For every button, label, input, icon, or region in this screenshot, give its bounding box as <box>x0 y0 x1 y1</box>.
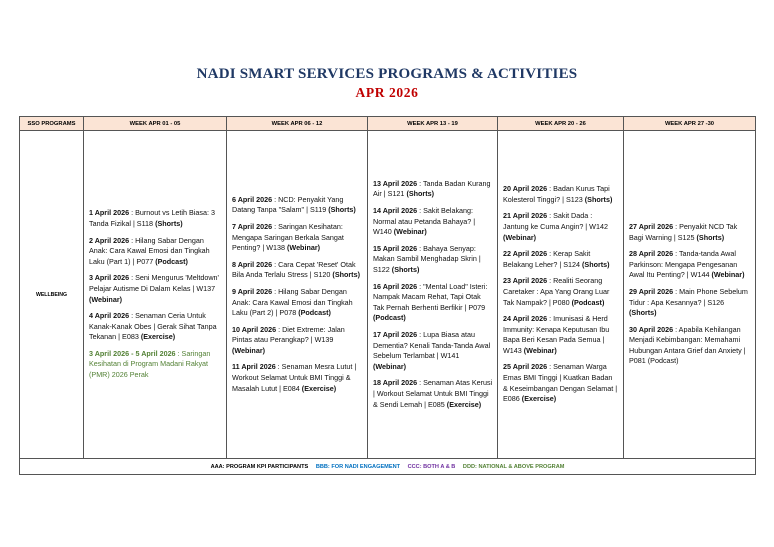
entry-type-tag: (Exercise) <box>446 399 482 409</box>
entry-date: 28 April 2026 <box>629 249 674 259</box>
column-header: WEEK APR 13 - 19 <box>368 117 498 131</box>
entry-type-tag: (Webinar) <box>232 345 266 355</box>
legend-aaa: AAA: PROGRAM KPI PARTICIPANTS <box>210 463 309 470</box>
legend-row <box>20 459 756 475</box>
week-cell <box>498 131 624 459</box>
schedule-entry <box>503 184 619 205</box>
column-header: WEEK APR 27 -30 <box>624 117 756 131</box>
entry-text: : Senaman Mesra Lutut | Workout Selamat Untuk BMI Tinggi & Masalah Lutut | E084 <box>232 362 357 393</box>
entry-text: : Hilang Sabar Dengan Anak: Cara Kawal Emosi dan Tingkah Laku (Part 1) | P077 <box>89 235 210 266</box>
entry-type-tag: (Webinar) <box>287 243 321 253</box>
entry-date: 6 April 2026 <box>232 194 273 204</box>
entry-date: 21 April 2026 <box>503 211 548 221</box>
schedule-entry <box>503 314 619 356</box>
entry-date: 23 April 2026 <box>503 276 548 286</box>
entry-date: 30 April 2026 <box>629 324 674 334</box>
entry-text: : Senaman Warga Emas BMI Tinggi | Kuatkan Badan & Keseimbangan Dengan Selamat | E086 <box>503 362 618 404</box>
entry-text: : Main Phone Sebelum Tidur : Apa Kesannya? | S126 <box>629 286 748 307</box>
entry-date: 27 April 2026 <box>629 221 674 231</box>
week-cell <box>227 131 368 459</box>
entry-text: : Cara Cepat 'Reset' Otak Bila Anda Terlalu Stress | S120 <box>232 259 356 280</box>
column-header: WEEK APR 20 - 26 <box>498 117 624 131</box>
legend-ccc: CCC: BOTH A & B <box>407 463 456 470</box>
entry-text: : Burnout vs Letih Biasa: 3 Tanda Fizikal | S118 <box>89 208 215 228</box>
entry-date: 29 April 2026 <box>629 286 674 296</box>
entry-text: : Apabila Kehilangan Menjadi Kebimbangan: Memahami Hubungan Antara Grief dan Anxiety | P081 (Podcast) <box>629 324 746 366</box>
entry-type-tag: (Podcast) <box>298 308 331 318</box>
schedule-entry <box>503 211 619 243</box>
entry-date: 25 April 2026 <box>503 362 548 372</box>
entry-date: 14 April 2026 <box>373 206 418 216</box>
entry-date: 13 April 2026 <box>373 178 418 188</box>
schedule-entry <box>629 325 751 367</box>
schedule-entry <box>373 282 493 324</box>
entry-date: 8 April 2026 <box>232 259 273 269</box>
entry-date: 22 April 2026 <box>503 249 548 259</box>
week-cell <box>624 131 756 459</box>
schedule-entry <box>629 249 751 281</box>
entry-type-tag: (Shorts) <box>696 232 725 242</box>
entry-text: : Senaman Ceria Untuk Kanak-Kanak Obes | Gerak Sihat Tanpa Tekanan | E083 <box>89 311 217 342</box>
entry-text: : Tanda Badan Kurang Air | S121 <box>373 178 491 199</box>
program-name: WELLBEING <box>20 131 84 459</box>
legend-bbb: BBB: FOR NADI ENGAGEMENT <box>315 463 401 470</box>
entry-text: : Badan Kurus Tapi Kolesterol Tinggi? | S123 <box>503 184 610 204</box>
entry-date: 11 April 2026 <box>232 362 276 372</box>
entry-type-tag: (Exercise) <box>140 332 176 342</box>
schedule-entry <box>232 362 363 394</box>
entry-text: : Sakit Dada : Jantung ke Cuma Angin? | W142 <box>503 211 608 231</box>
entry-type-tag: (Shorts) <box>584 194 613 204</box>
entry-date: 9 April 2026 <box>232 286 273 296</box>
schedule-entry <box>89 236 222 268</box>
entry-text: : Senaman Atas Kerusi | Workout Selamat Untuk BMI Tinggi & Sendi Lemah | E085 <box>373 378 493 409</box>
entry-date: 7 April 2026 <box>232 221 273 231</box>
entry-type-tag: (Webinar) <box>523 345 557 355</box>
entry-type-tag: (Exercise) <box>521 394 557 404</box>
schedule-entry <box>373 244 493 276</box>
entry-text: : "Mental Load" Isteri: Nampak Macam Rehat, Tapi Otak Tak Pernah Berhenti Berfikir | P079 <box>373 281 488 312</box>
entry-text: : Sakit Belakang: Normal atau Petanda Bahaya? | W140 <box>373 206 476 237</box>
entry-date: 10 April 2026 <box>232 324 277 334</box>
entry-text: : Imunisasi & Herd Immunity: Kenapa Keputusan Ibu Bapa Beri Kesan Pada Semua | W143 <box>503 314 610 355</box>
entry-type-tag: (Webinar) <box>393 227 427 237</box>
entry-text: : Tanda-tanda Awal Parkinson: Mengapa Pengesanan Awal Itu Penting? | W144 <box>629 249 738 280</box>
schedule-entry <box>89 349 222 381</box>
entry-text: : Kerap Sakit Belakang Leher? | S124 <box>503 249 591 269</box>
entry-type-tag: (Webinar) <box>503 232 537 242</box>
schedule-entry <box>232 222 363 254</box>
entry-type-tag: (Webinar) <box>373 361 407 371</box>
entry-text: : Bahaya Senyap: Makan Sambil Menghadap Skrin | S122 <box>373 243 481 275</box>
entry-type-tag: (Podcast) <box>155 256 188 266</box>
schedule-entry <box>373 179 493 200</box>
schedule-entry <box>373 206 493 238</box>
entry-date: 3 April 2026 - 5 April 2026 <box>89 348 176 358</box>
schedule-entry <box>232 260 363 281</box>
entry-type-tag: (Webinar) <box>711 270 745 280</box>
entry-date: 4 April 2026 <box>89 311 130 321</box>
entry-type-tag: (Shorts) <box>328 205 356 215</box>
page-subtitle: APR 2026 <box>355 85 419 100</box>
entry-type-tag: (Shorts) <box>629 308 657 318</box>
schedule-entry <box>232 195 363 216</box>
legend <box>20 459 756 475</box>
entry-date: 2 April 2026 <box>89 235 130 245</box>
entry-date: 16 April 2026 <box>373 281 418 291</box>
week-cell <box>368 131 498 459</box>
entry-type-tag: (Podcast) <box>571 297 605 307</box>
legend-ddd: DDD: NATIONAL & ABOVE PROGRAM <box>462 463 565 470</box>
schedule-entry <box>89 273 222 305</box>
entry-text: : Saringan Kesihatan di Program Madani Rakyat (PMR) 2026 Perak <box>89 348 211 380</box>
schedule-entry <box>373 330 493 372</box>
entry-type-tag: (Shorts) <box>155 218 183 228</box>
column-header: SSO PROGRAMS <box>20 117 84 131</box>
entry-text: : Hilang Sabar Dengan Anak: Cara Kawal Emosi dan Tingkah Laku (Part 2) | P078 <box>232 286 353 318</box>
entry-date: 1 April 2026 <box>89 208 130 218</box>
entry-type-tag: (Podcast) <box>373 313 406 323</box>
entry-type-tag: (Shorts) <box>582 259 610 269</box>
schedule-entry <box>503 249 619 270</box>
schedule-entry <box>232 325 363 357</box>
entry-type-tag: (Shorts) <box>391 265 420 275</box>
schedule-table <box>19 116 756 475</box>
entry-date: 18 April 2026 <box>373 378 418 388</box>
table-row <box>20 131 756 459</box>
entry-type-tag: (Webinar) <box>89 294 123 304</box>
page-title: NADI SMART SERVICES PROGRAMS & ACTIVITIES <box>196 66 578 82</box>
week-cell <box>84 131 227 459</box>
entry-date: 24 April 2026 <box>503 314 548 324</box>
schedule-entry <box>89 311 222 343</box>
schedule-entry <box>232 287 363 319</box>
schedule-entry <box>629 222 751 243</box>
entry-date: 20 April 2026 <box>503 184 548 194</box>
entry-text: : Seni Mengurus 'Meltdown' Pelajar Autisme Di Dalam Kelas | W137 <box>89 273 219 293</box>
entry-type-tag: (Shorts) <box>332 270 360 280</box>
table-header-row <box>20 117 756 131</box>
schedule-entry <box>503 362 619 404</box>
entry-text: : Diet Extreme: Jalan Pintas atau Perangkap? | W139 <box>232 324 345 345</box>
schedule-entry <box>89 208 222 229</box>
column-header: WEEK APR 01 - 05 <box>84 117 227 131</box>
entry-date: 17 April 2026 <box>373 329 418 339</box>
schedule-entry <box>503 276 619 308</box>
entry-text: : Lupa Biasa atau Dementia? Kenali Tanda-Tanda Awal Sebelum Terlambat | W141 <box>373 329 491 361</box>
entry-date: 3 April 2026 <box>89 273 130 283</box>
entry-type-tag: (Shorts) <box>406 189 434 199</box>
entry-type-tag: (Exercise) <box>301 383 337 393</box>
schedule-entry <box>373 378 493 410</box>
entry-text: : NCD: Penyakit Yang Datang Tanpa "Salam" | S119 <box>232 194 344 215</box>
entry-text: : Penyakit NCD Tak Bagi Warning | S125 <box>629 221 738 242</box>
column-header: WEEK APR 06 - 12 <box>227 117 368 131</box>
entry-text: : Saringan Kesihatan: Mengapa Saringan Berkala Sangat Penting? | W138 <box>232 221 344 253</box>
schedule-entry <box>629 287 751 319</box>
entry-date: 15 April 2026 <box>373 243 418 253</box>
entry-text: : Realiti Seorang Caretaker : Apa Yang Orang Luar Tak Nampak? | P080 <box>503 276 610 307</box>
